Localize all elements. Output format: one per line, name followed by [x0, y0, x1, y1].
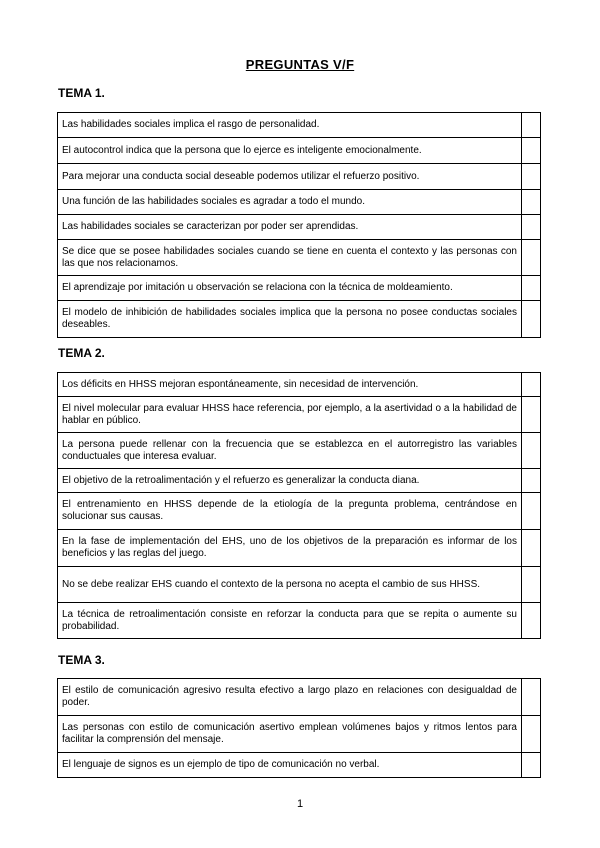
question-text: Para mejorar una conducta social deseable podemos utilizar el refuerzo positivo. [58, 164, 522, 190]
table-row [58, 113, 541, 138]
table-row [58, 190, 541, 215]
page-title: PREGUNTAS V/F [245, 57, 355, 72]
table-row [58, 215, 541, 240]
question-text: En la fase de implementación del EHS, uno de los objetivos de la preparación es informar de los beneficios y las reglas del juego. [58, 530, 522, 567]
answer-box[interactable] [522, 113, 541, 138]
table-row [58, 301, 541, 338]
question-text: El estilo de comunicación agresivo resulta efectivo a largo plazo en relaciones con desigualdad de poder. [58, 679, 522, 716]
answer-box[interactable] [522, 190, 541, 215]
table-row [58, 530, 541, 567]
table-row [58, 603, 541, 639]
question-text: El aprendizaje por imitación u observación se relaciona con la técnica de moldeamiento. [58, 276, 522, 301]
answer-box[interactable] [522, 433, 541, 469]
question-text: El modelo de inhibición de habilidades sociales implica que la persona no posee conductas sociales deseables. [58, 301, 522, 338]
answer-box[interactable] [522, 164, 541, 190]
answer-box[interactable] [522, 215, 541, 240]
question-text: La persona puede rellenar con la frecuencia que se establezca en el autorregistro las variables conductuales que interesa evaluar. [58, 433, 522, 469]
question-text: Las habilidades sociales se caracterizan por poder ser aprendidas. [58, 215, 522, 240]
answer-box[interactable] [522, 276, 541, 301]
table-row [58, 753, 541, 778]
section-heading-tema-3: TEMA 3. [58, 653, 105, 667]
answer-box[interactable] [522, 567, 541, 603]
answer-box[interactable] [522, 469, 541, 493]
table-row [58, 716, 541, 753]
question-text: El objetivo de la retroalimentación y el refuerzo es generalizar la conducta diana. [58, 469, 522, 493]
question-text: El entrenamiento en HHSS depende de la etiología de la pregunta problema, centrándose en solucionar sus causas. [58, 493, 522, 530]
question-text: No se debe realizar EHS cuando el contexto de la persona no acepta el cambio de sus HHSS. [58, 567, 522, 603]
question-text: El autocontrol indica que la persona que lo ejerce es inteligente emocionalmente. [58, 138, 522, 164]
table-row [58, 493, 541, 530]
question-text: Las personas con estilo de comunicación asertivo emplean volúmenes bajos y ritmos lentos para facilitar la comprensión del mensaje. [58, 716, 522, 753]
answer-box[interactable] [522, 716, 541, 753]
answer-box[interactable] [522, 530, 541, 567]
section-heading-tema-1: TEMA 1. [58, 86, 105, 100]
answer-box[interactable] [522, 397, 541, 433]
questions-table-tema-1 [57, 112, 541, 338]
table-row [58, 469, 541, 493]
answer-box[interactable] [522, 301, 541, 338]
table-row [58, 373, 541, 397]
table-row [58, 433, 541, 469]
table-row [58, 679, 541, 716]
answer-box[interactable] [522, 138, 541, 164]
answer-box[interactable] [522, 240, 541, 276]
question-text: Una función de las habilidades sociales es agradar a todo el mundo. [58, 190, 522, 215]
question-text: El nivel molecular para evaluar HHSS hace referencia, por ejemplo, a la asertividad o a la habilidad de hablar en público. [58, 397, 522, 433]
question-text: Los déficits en HHSS mejoran espontáneamente, sin necesidad de intervención. [58, 373, 522, 397]
questions-table-tema-2 [57, 372, 541, 639]
question-text: Se dice que se posee habilidades sociales cuando se tiene en cuenta el contexto y las personas con las que nos relacionamos. [58, 240, 522, 276]
table-row [58, 164, 541, 190]
question-text: La técnica de retroalimentación consiste en reforzar la conducta para que se repita o aumente su probabilidad. [58, 603, 522, 639]
table-row [58, 240, 541, 276]
answer-box[interactable] [522, 603, 541, 639]
table-row [58, 276, 541, 301]
table-row [58, 138, 541, 164]
answer-box[interactable] [522, 493, 541, 530]
question-text: Las habilidades sociales implica el rasgo de personalidad. [58, 113, 522, 138]
answer-box[interactable] [522, 373, 541, 397]
section-heading-tema-2: TEMA 2. [58, 346, 105, 360]
question-text: El lenguaje de signos es un ejemplo de tipo de comunicación no verbal. [58, 753, 522, 778]
answer-box[interactable] [522, 679, 541, 716]
page-number: 1 [296, 798, 304, 810]
table-row [58, 567, 541, 603]
table-row [58, 397, 541, 433]
answer-box[interactable] [522, 753, 541, 778]
questions-table-tema-3 [57, 678, 541, 778]
